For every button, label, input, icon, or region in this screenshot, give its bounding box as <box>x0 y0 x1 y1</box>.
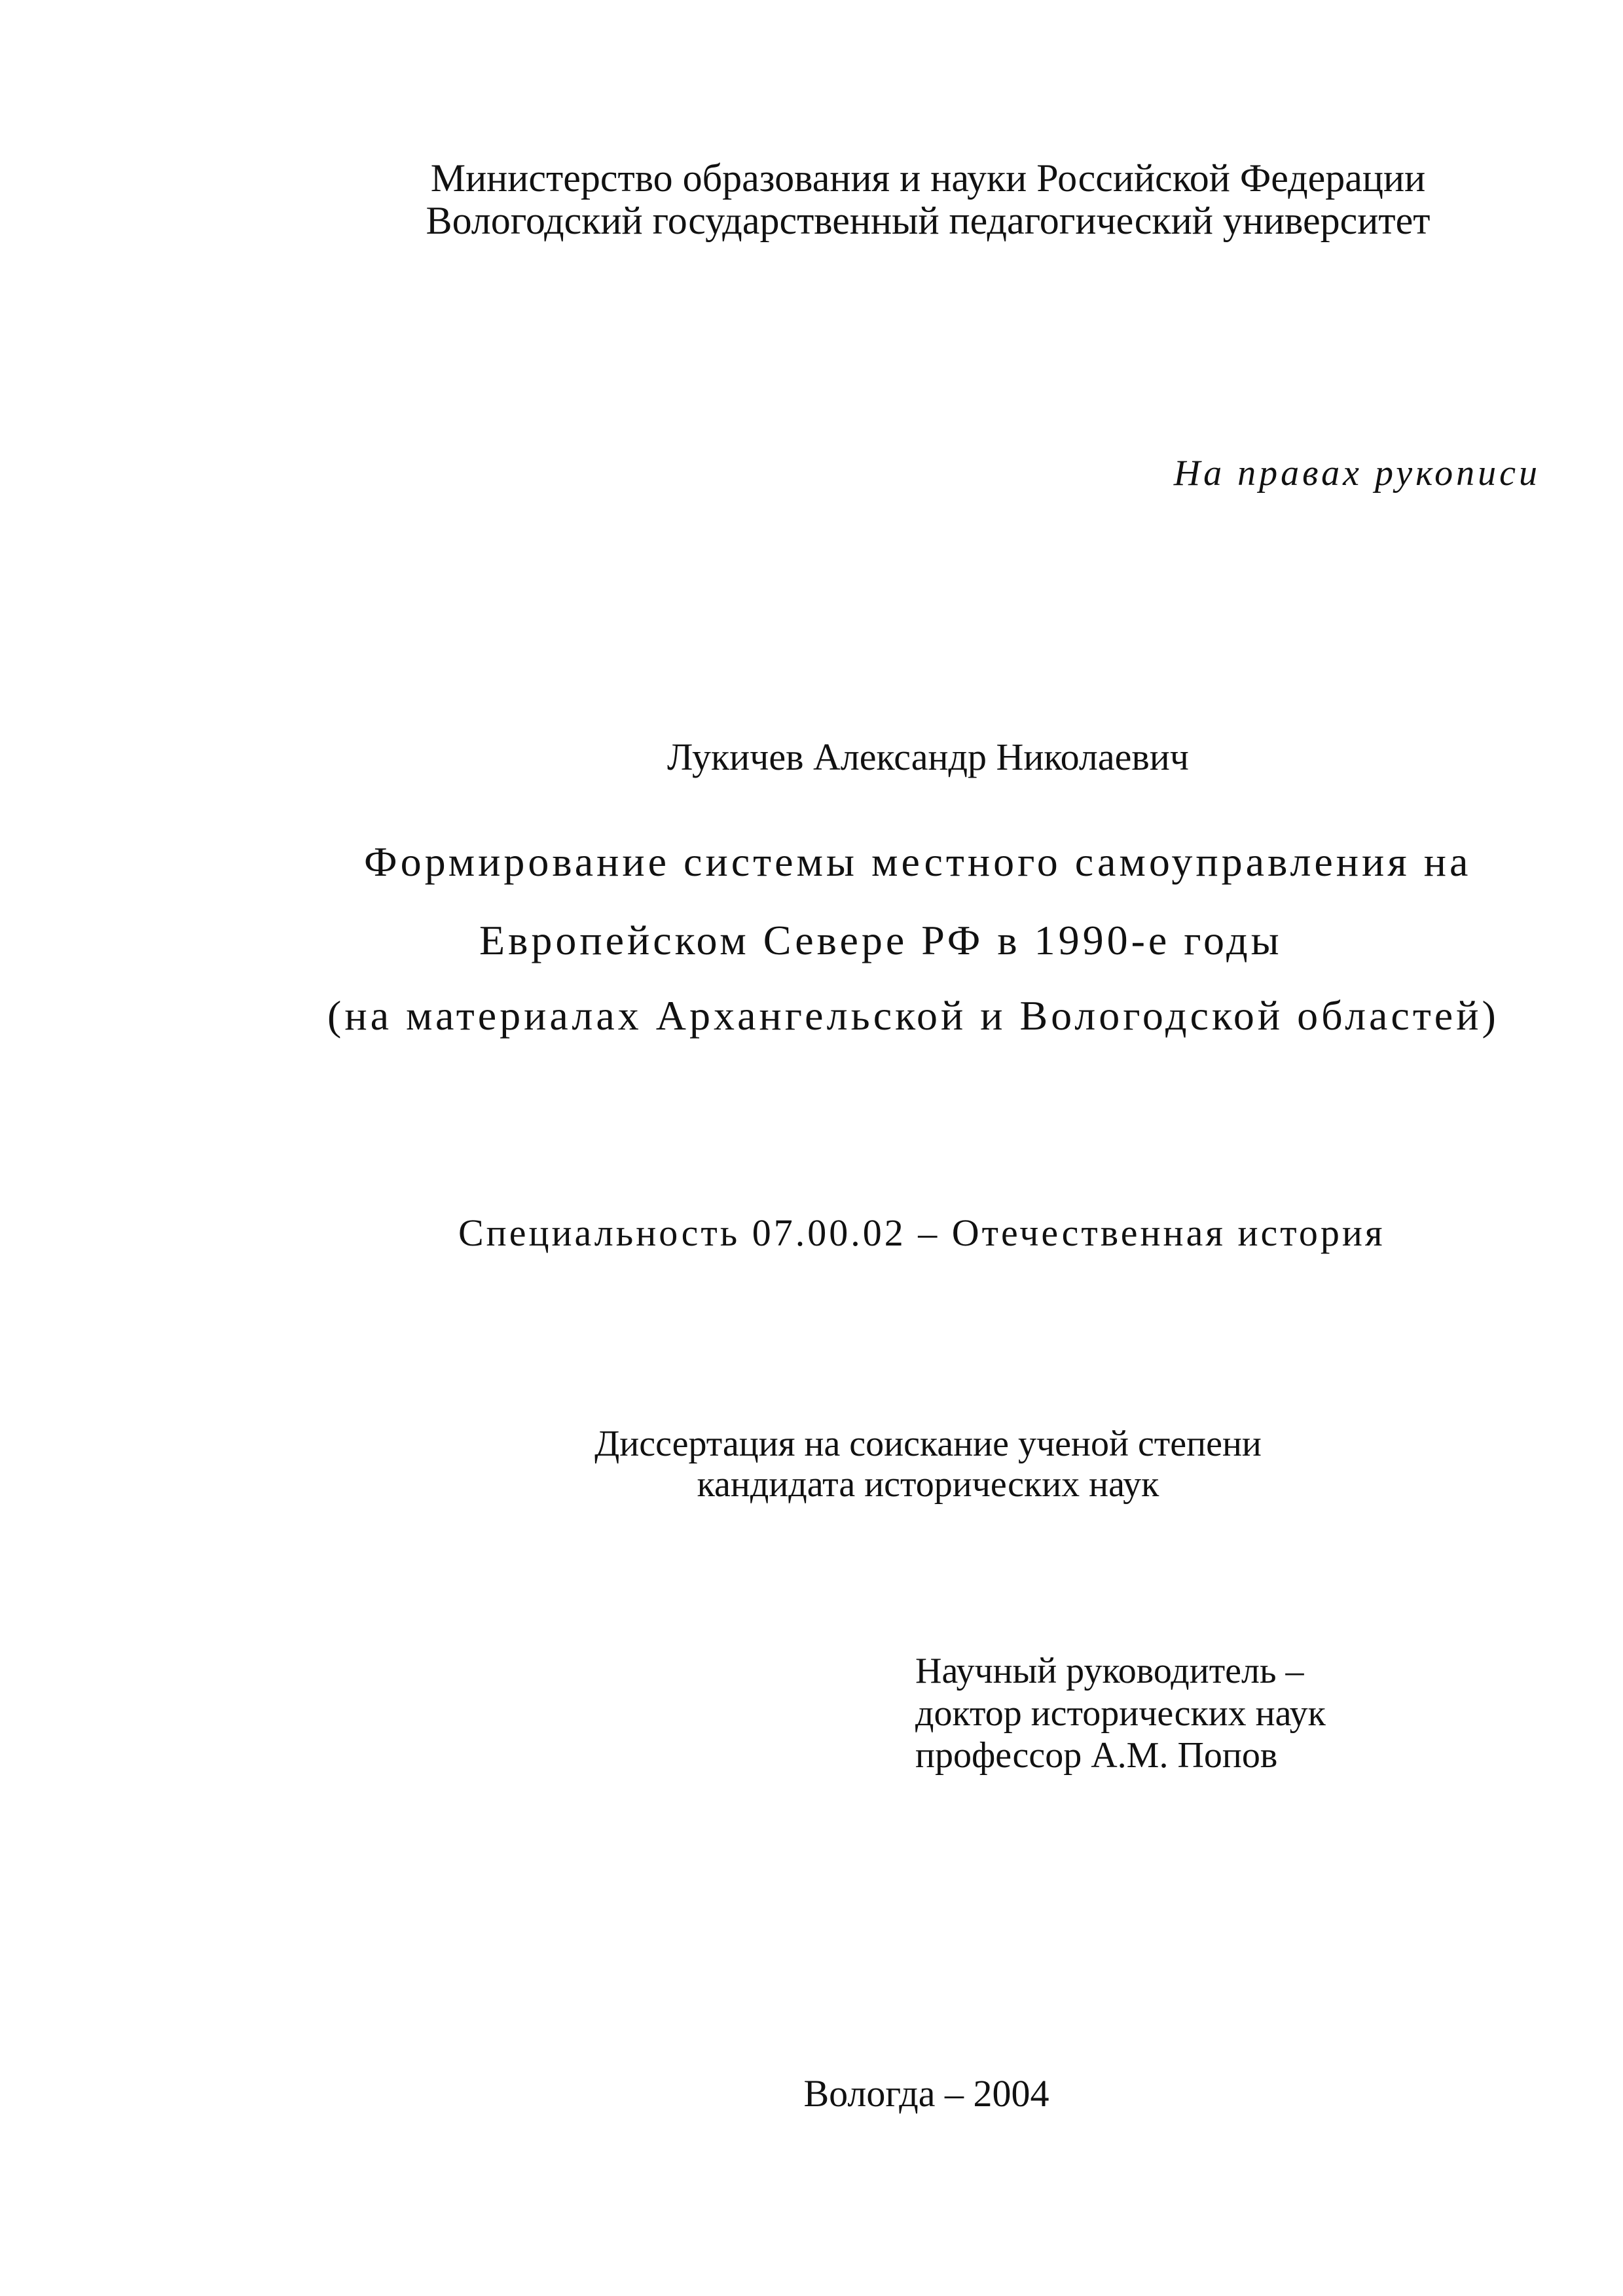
thesis-title-line-2: Европейском Севере РФ в 1990-е годы <box>479 917 1283 963</box>
ministry-name: Министерство образования и науки Российской Федерации <box>430 156 1426 200</box>
degree-line-1: Диссертация на соискание ученой степени <box>594 1424 1262 1464</box>
supervisor-line-2: доктор исторических наук <box>915 1693 1326 1734</box>
city-year: Вологда – 2004 <box>803 2072 1049 2115</box>
manuscript-note: На правах рукописи <box>1173 453 1541 493</box>
specialty: Специальность 07.00.02 – Отечественная история <box>458 1211 1385 1254</box>
supervisor-line-3: профессор А.М. Попов <box>915 1735 1278 1776</box>
author-name: Лукичев Александр Николаевич <box>667 736 1189 778</box>
degree-line-2: кандидата исторических наук <box>697 1464 1159 1505</box>
supervisor-line-1: Научный руководитель – <box>915 1651 1304 1691</box>
thesis-title-line-3: (на материалах Архангельской и Вологодской областей) <box>327 992 1499 1039</box>
thesis-title-line-1: Формирование системы местного самоуправления на <box>364 838 1472 885</box>
university-name: Вологодский государственный педагогический университет <box>426 199 1431 242</box>
